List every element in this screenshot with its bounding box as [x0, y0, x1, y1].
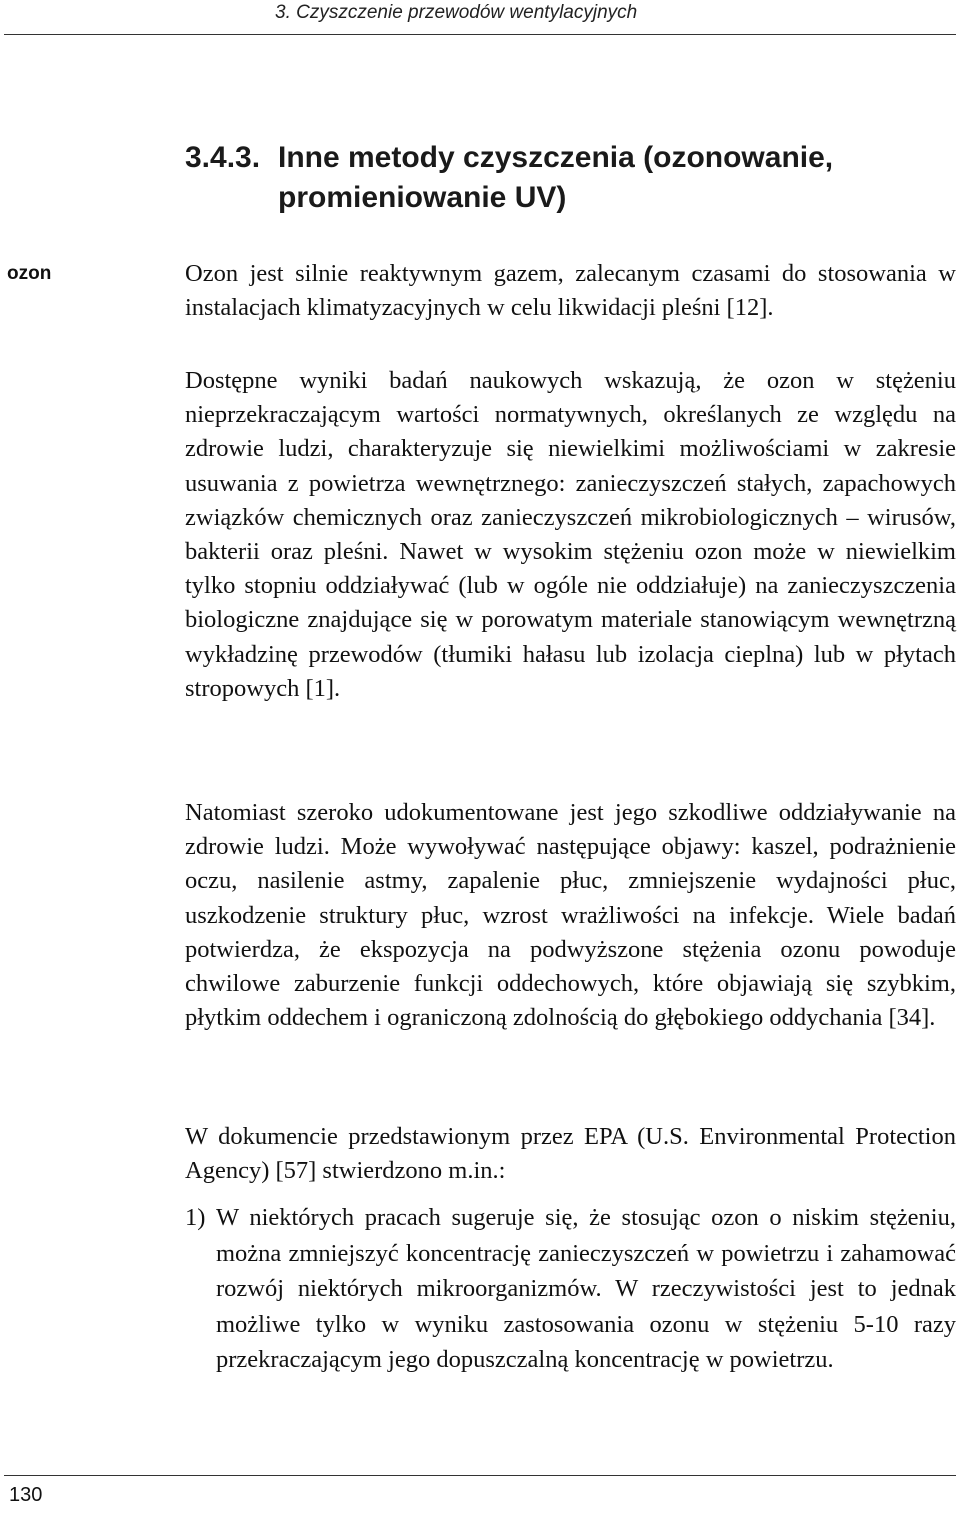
paragraph-1: Ozon jest silnie reaktywnym gazem, zalecanym czasami do stosowania w instalacjach klimatyzacyjnych w celu likwidacji pleśni [12].	[185, 260, 956, 322]
section-title-line-2: promieniowanie UV)	[278, 181, 567, 214]
list-item-marker: 1)	[185, 1204, 206, 1231]
margin-keyword: ozon	[7, 263, 52, 284]
page-number: 130	[9, 1484, 43, 1506]
list-item-text: W niektórych pracach sugeruje się, że stosując ozon o niskim stężeniu, można zmniejszyć koncentrację zanieczyszczeń w powietrzu i zahamować rozwój niektórych mikroorganizmów. W rzeczywistości jest to jednak możliwe tylko w wyniku zastosowania ozonu w stężeniu 5-10 razy przekraczającym jego dopuszczalną koncentrację w powietrzu.	[216, 1204, 956, 1373]
paragraph-4: W dokumencie przedstawionym przez EPA (U.S. Environmental Protection Agency) [57] stwierdzono m.in.:	[185, 1123, 956, 1185]
section-title-line-1: Inne metody czyszczenia (ozonowanie,	[278, 141, 834, 174]
numbered-list	[185, 1200, 956, 1378]
section-number: 3.4.3.	[185, 141, 261, 174]
header-divider	[4, 34, 956, 35]
paragraph-2: Dostępne wyniki badań naukowych wskazują, że ozon w stężeniu nieprzekraczającym wartości normatywnych, określanych ze względu na zdrowie ludzi, charakteryzuje się niewielkimi możliwościami w zakresie usuwania z powietrza wewnętrznego: zanieczyszczeń stałych, zapachowych związków chemicznych oraz zanieczyszczeń mikrobiologicznych – wirusów, bakterii oraz pleśni. Nawet w wysokim stężeniu ozon może w niewielkim tylko stopniu oddziaływać (lub w ogóle nie oddziałuje) na zanieczyszczenia biologiczne znajdujące się w porowatym materiale stanowiącym wewnętrzną wykładzinę przewodów (tłumiki hałasu lub izolacja cieplna) lub w płytach stropowych [1].	[185, 367, 956, 702]
paragraph-3: Natomiast szeroko udokumentowane jest jego szkodliwe oddziaływanie na zdrowie ludzi. Może wywoływać następujące objawy: kaszel, podrażnienie oczu, nasilenie astmy, zapalenie płuc, zmniejszenie wydajności płuc, uszkodzenie struktury płuc, wzrost wrażliwości na infekcje. Wiele badań potwierdza, że ekspozycja na podwyższone stężenia ozonu powoduje chwilowe zaburzenie funkcji oddechowych, które objawiają się szybkim, płytkim oddechem i ograniczoną zdolnością do głębokiego oddychania [34].	[185, 799, 956, 1032]
list-item	[185, 1200, 956, 1378]
section-heading	[185, 138, 925, 218]
footer-divider	[4, 1475, 956, 1476]
running-header: 3. Czyszczenie przewodów wentylacyjnych	[275, 2, 638, 23]
